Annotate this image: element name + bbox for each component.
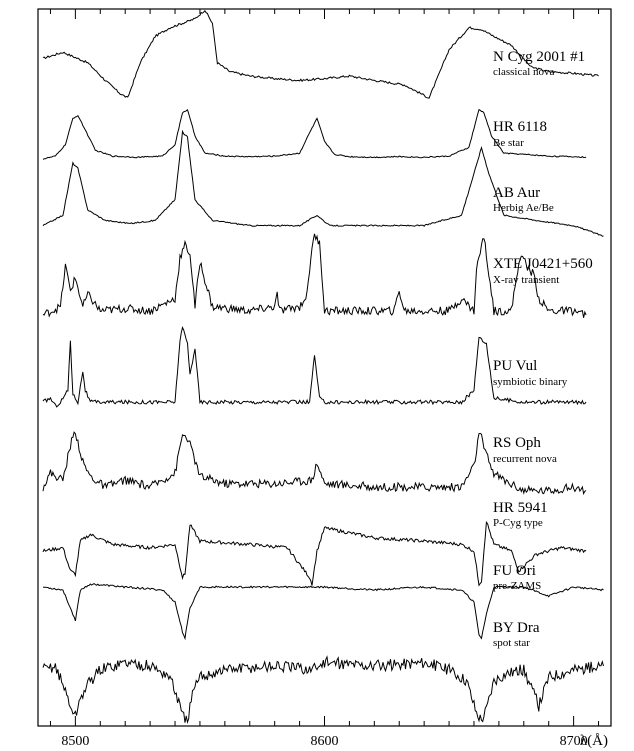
series-description-7: P-Cyg type (493, 517, 543, 529)
series-name-7: HR 5941 (493, 500, 548, 516)
series-description-8: pre-ZAMS (493, 580, 542, 592)
spectrum-line-9 (43, 657, 604, 723)
series-description-5: symbiotic binary (493, 376, 568, 388)
series-name-9: BY Dra (493, 620, 540, 636)
series-description-9: spot star (493, 637, 530, 649)
series-name-8: FU Ori (493, 563, 536, 579)
x-tick-label-8700: 8700 (559, 734, 588, 749)
x-tick-label-8500: 8500 (61, 734, 90, 749)
series-description-4: X-ray transient (493, 274, 560, 286)
x-tick-label-8600: 8600 (310, 734, 339, 749)
series-name-6: RS Oph (493, 435, 541, 451)
series-name-1: N Cyg 2001 #1 (493, 49, 586, 65)
series-description-3: Herbig Ae/Be (493, 202, 554, 214)
series-description-6: recurrent nova (493, 453, 557, 465)
spectra-series (43, 11, 604, 723)
series-description-2: Be star (493, 137, 524, 149)
series-name-3: AB Aur (493, 185, 541, 201)
x-axis-title: λ(Å) (579, 733, 608, 749)
series-name-5: PU Vul (493, 358, 538, 374)
series-description-1: classical nova (493, 66, 555, 78)
series-name-4: XTE J0421+560 (493, 256, 593, 272)
series-name-2: HR 6118 (493, 119, 548, 135)
